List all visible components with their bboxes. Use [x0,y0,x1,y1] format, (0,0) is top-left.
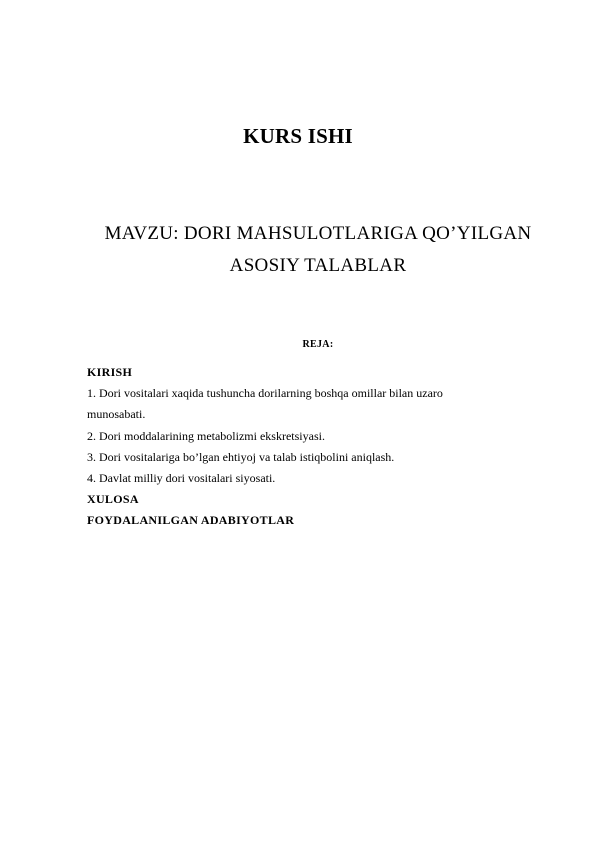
topic-heading [70,218,566,282]
plan-item-references: FOYDALANILGAN ADABIYOTLAR [87,513,295,528]
topic-line-1: MAVZU: DORI MAHSULOTLARIGA QO’YILGAN [104,223,532,244]
plan-heading: REJA: [302,339,334,350]
plan-item-conclusion: XULOSA [87,492,139,507]
plan-item-1-line-2: munosabati. [87,407,146,422]
document-title: KURS ISHI [243,124,353,148]
plan-item-4: 4. Davlat milliy dori vositalari siyosati. [87,471,276,486]
topic-line-2: ASOSIY TALABLAR [229,255,407,276]
plan-item-intro: KIRISH [87,365,133,379]
plan-item-3: 3. Dori vositalariga bo’lgan ehtiyoj va talab istiqbolini aniqlash. [87,449,395,464]
plan-list [87,362,547,532]
plan-item-2: 2. Dori moddalarining metabolizmi ekskretsiyasi. [87,428,325,443]
plan-item-1-line-1: 1. Dori vositalari xaqida tushuncha dorilarning boshqa omillar bilan uzaro [87,386,443,401]
